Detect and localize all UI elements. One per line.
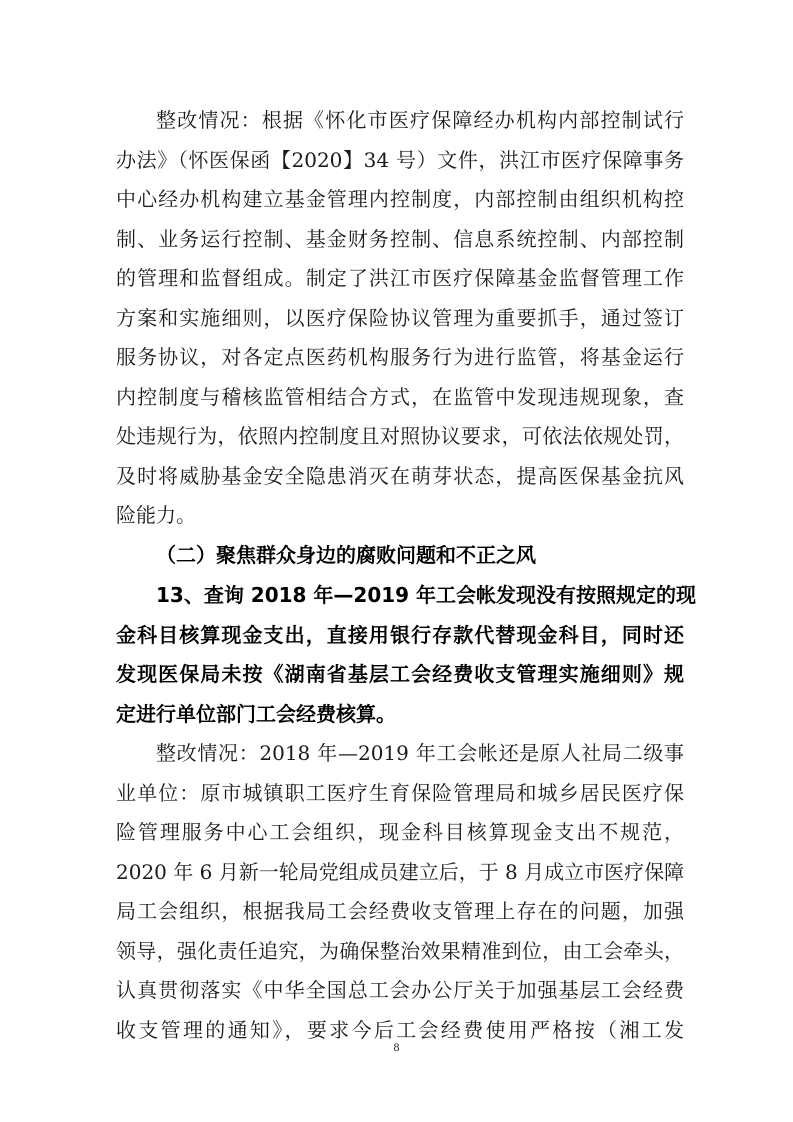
paragraph-1-line: 方案和实施细则，以医疗保险协议管理为重要抓手，通过签订 — [116, 306, 684, 330]
paragraph-2-line: 整改情况：2018 年—2019 年工会帐还是原人社局二级事 — [156, 741, 684, 765]
paragraph-1-line: 中心经办机构建立基金管理内控制度，内部控制由组织机构控 — [116, 187, 684, 211]
paragraph-2-line: 认真贯彻落实《中华全国总工会办公厅关于加强基层工会经费 — [116, 978, 684, 1002]
paragraph-1-line: 的管理和监督组成。制定了洪江市医疗保障基金监督管理工作 — [116, 266, 684, 290]
paragraph-2-line: 险管理服务中心工会组织，现金科目核算现金支出不规范， — [116, 820, 684, 844]
paragraph-1-line: 险能力。 — [116, 503, 196, 527]
section-heading: （二）聚焦群众身边的腐败问题和不正之风 — [156, 543, 536, 567]
paragraph-1-line: 制、业务运行控制、基金财务控制、信息系统控制、内部控制 — [116, 227, 684, 251]
paragraph-1-line: 办法》（怀医保函【2020】34 号）文件，洪江市医疗保障事务 — [116, 148, 684, 172]
paragraph-1-line: 内控制度与稽核监管相结合方式，在监管中发现违规现象，查 — [116, 385, 684, 409]
issue-13-line: 定进行单位部门工会经费核算。 — [116, 702, 396, 726]
issue-13-line: 发现医保局未按《湖南省基层工会经费收支管理实施细则》规 — [116, 662, 684, 686]
paragraph-1-line: 处违规行为，依照内控制度且对照协议要求，可依法依规处罚， — [116, 424, 684, 448]
paragraph-2-line: 收支管理的通知》，要求今后工会经费使用严格按（湘工发 — [116, 1018, 684, 1042]
paragraph-1-line: 整改情况：根据《怀化市医疗保障经办机构内部控制试行 — [156, 108, 684, 132]
page-number: 8 — [393, 1040, 400, 1054]
issue-13-line: 13、查询 2018 年—2019 年工会帐发现没有按照规定的现 — [156, 583, 697, 607]
paragraph-2-line: 领导，强化责任追究，为确保整治效果精准到位，由工会牵头， — [116, 939, 684, 963]
paragraph-2-line: 局工会组织，根据我局工会经费收支管理上存在的问题，加强 — [116, 899, 684, 923]
paragraph-1-line: 服务协议，对各定点医药机构服务行为进行监管，将基金运行 — [116, 345, 684, 369]
paragraph-1-line: 及时将威胁基金安全隐患消灭在萌芽状态，提高医保基金抗风 — [116, 464, 684, 488]
paragraph-2-line: 2020 年 6 月新一轮局党组成员建立后，于 8 月成立市医疗保障 — [116, 860, 685, 884]
issue-13-line: 金科目核算现金支出，直接用银行存款代替现金科目，同时还 — [116, 623, 684, 647]
paragraph-2-line: 业单位：原市城镇职工医疗生育保险管理局和城乡居民医疗保 — [116, 781, 684, 805]
